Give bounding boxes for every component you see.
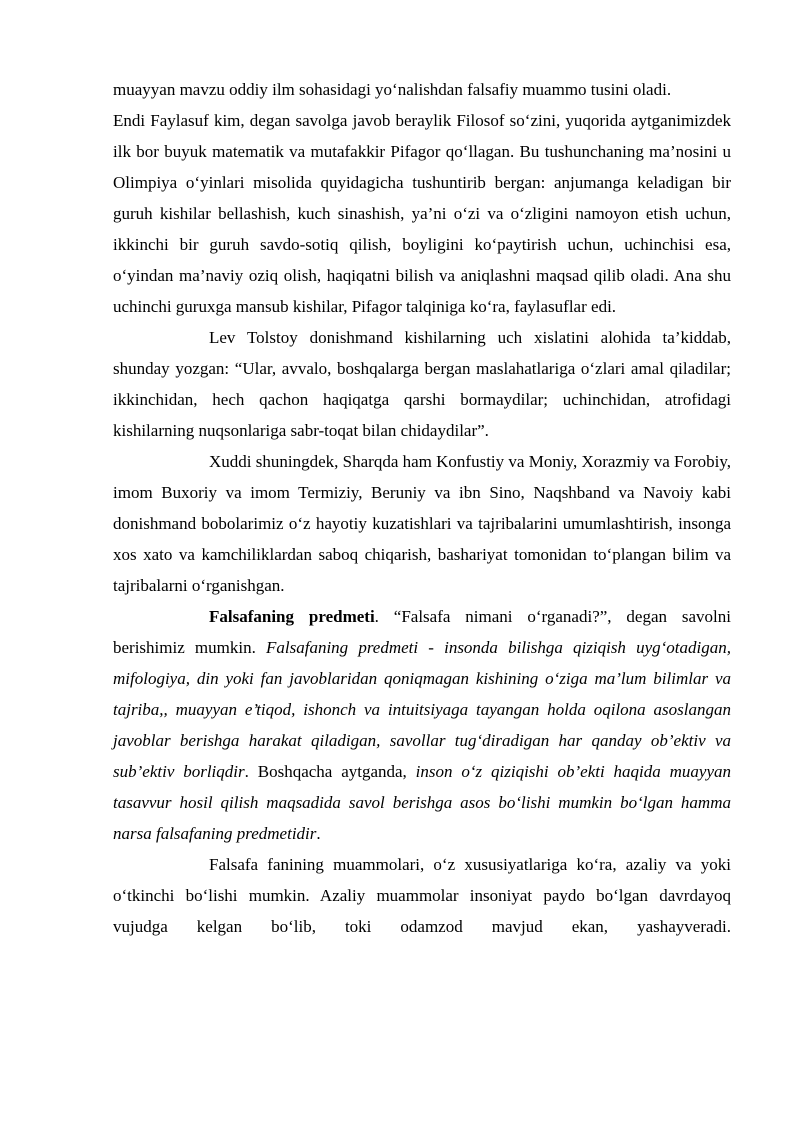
paragraph-3-text: Lev Tolstoy donishmand kishilarning uch xislatini alohida ta’kiddab, shunday yozgan: “Ular, avvalo, boshqalarga bergan maslahatlariga o‘zlari amal qiladilar; ikkinchidan, hech qachon haqiqatga qarshi bormaydilar; uchinchidan, atrofidagi kishilarning nuqsonlariga sabr-toqat bilan chidaydilar”. [113,328,731,440]
paragraph-3 [113,322,731,446]
paragraph-1: muayyan mavzu oddiy ilm sohasidagi yo‘nalishdan falsafiy muammo tusini oladi. [113,80,672,99]
paragraph-5 [113,601,731,849]
paragraph-2: Endi Faylasuf kim, degan savolga javob beraylik Filosof so‘zini, yuqorida aytganimizdek ilk bor buyuk matematik va mutafakkir Pifagor qo‘llagan. Bu tushunchaning ma’nosini u Olimpiya o‘yinlari misolida quyidagicha tushuntirib bergan: anjumanga keladigan bir guruh kishilar bellashish, kuch sinashish, ya’ni o‘zi va o‘zligini namoyon etish uchun, ikkinchi bir guruh savdo-sotiq qilish, boyligini ko‘paytirish uchun, uchinchisi esa, o‘yindan ma’naviy oziq olish, haqiqatni bilish va aniqlashni maqsad qilib oladi. Ana shu uchinchi guruxga mansub kishilar, Pifagor talqiniga ko‘ra, faylasuflar edi. [113,111,731,316]
paragraph-5-text-3: . [316,824,321,843]
paragraph-4-text: Xuddi shuningdek, Sharqda ham Konfustiy va Moniy, Xorazmiy va Forobiy, imom Buxoriy va imom Termiziy, Beruniy va ibn Sino, Naqshband va Navoiy kabi donishmand bobolarimiz o‘z hayotiy kuzatishlari va tajribalarini umumlashtirish, insonga xos xato va kamchiliklardan saboq chiqarish, bashariyat tomonidan to‘plangan bilim va tajribalarni o‘rganishgan. [113,452,731,595]
paragraph-4 [113,446,731,601]
paragraph-5-text-2: . Boshqacha aytganda, [244,762,416,781]
paragraph-5-text-1: . “Falsafa nimani o‘rganadi?”, degan savolni berishimiz mumkin. [113,607,731,657]
definition-italic-2: inson o‘z qiziqishi ob’ekti haqida muayyan tasavvur hosil qilish maqsadida savol berishga asos bo‘lishi mumkin bo‘lgan hamma narsa falsafaning predmetidir [113,762,732,843]
paragraph-6 [113,849,731,942]
body-text [113,74,731,942]
definition-italic-1: Falsafaning predmeti - insonda bilishga qiziqish uyg‘otadigan, mifologiya, din yoki fan javoblaridan qoniqmagan kishining o‘ziga ma’lum bilimlar va tajriba,, muayyan e’tiqod, ishonch va intuitsiyaga tayangan holda oqilona asoslangan javoblar berishga harakat qiladigan, savollar tug‘diradigan har qanday ob’ektiv va sub’ektiv borliqdir [113,638,731,781]
section-heading: Falsafaning predmeti [209,607,375,626]
paragraph-6-text: Falsafa fanining muammolari, o‘z xususiyatlariga ko‘ra, azaliy va yoki o‘tkinchi bo‘lishi mumkin. Azaliy muammolar insoniyat paydo bo‘lgan davrdayoq vujudga kelgan bo‘lib, toki odamzod mavjud ekan, yashayveradi. [113,855,731,936]
